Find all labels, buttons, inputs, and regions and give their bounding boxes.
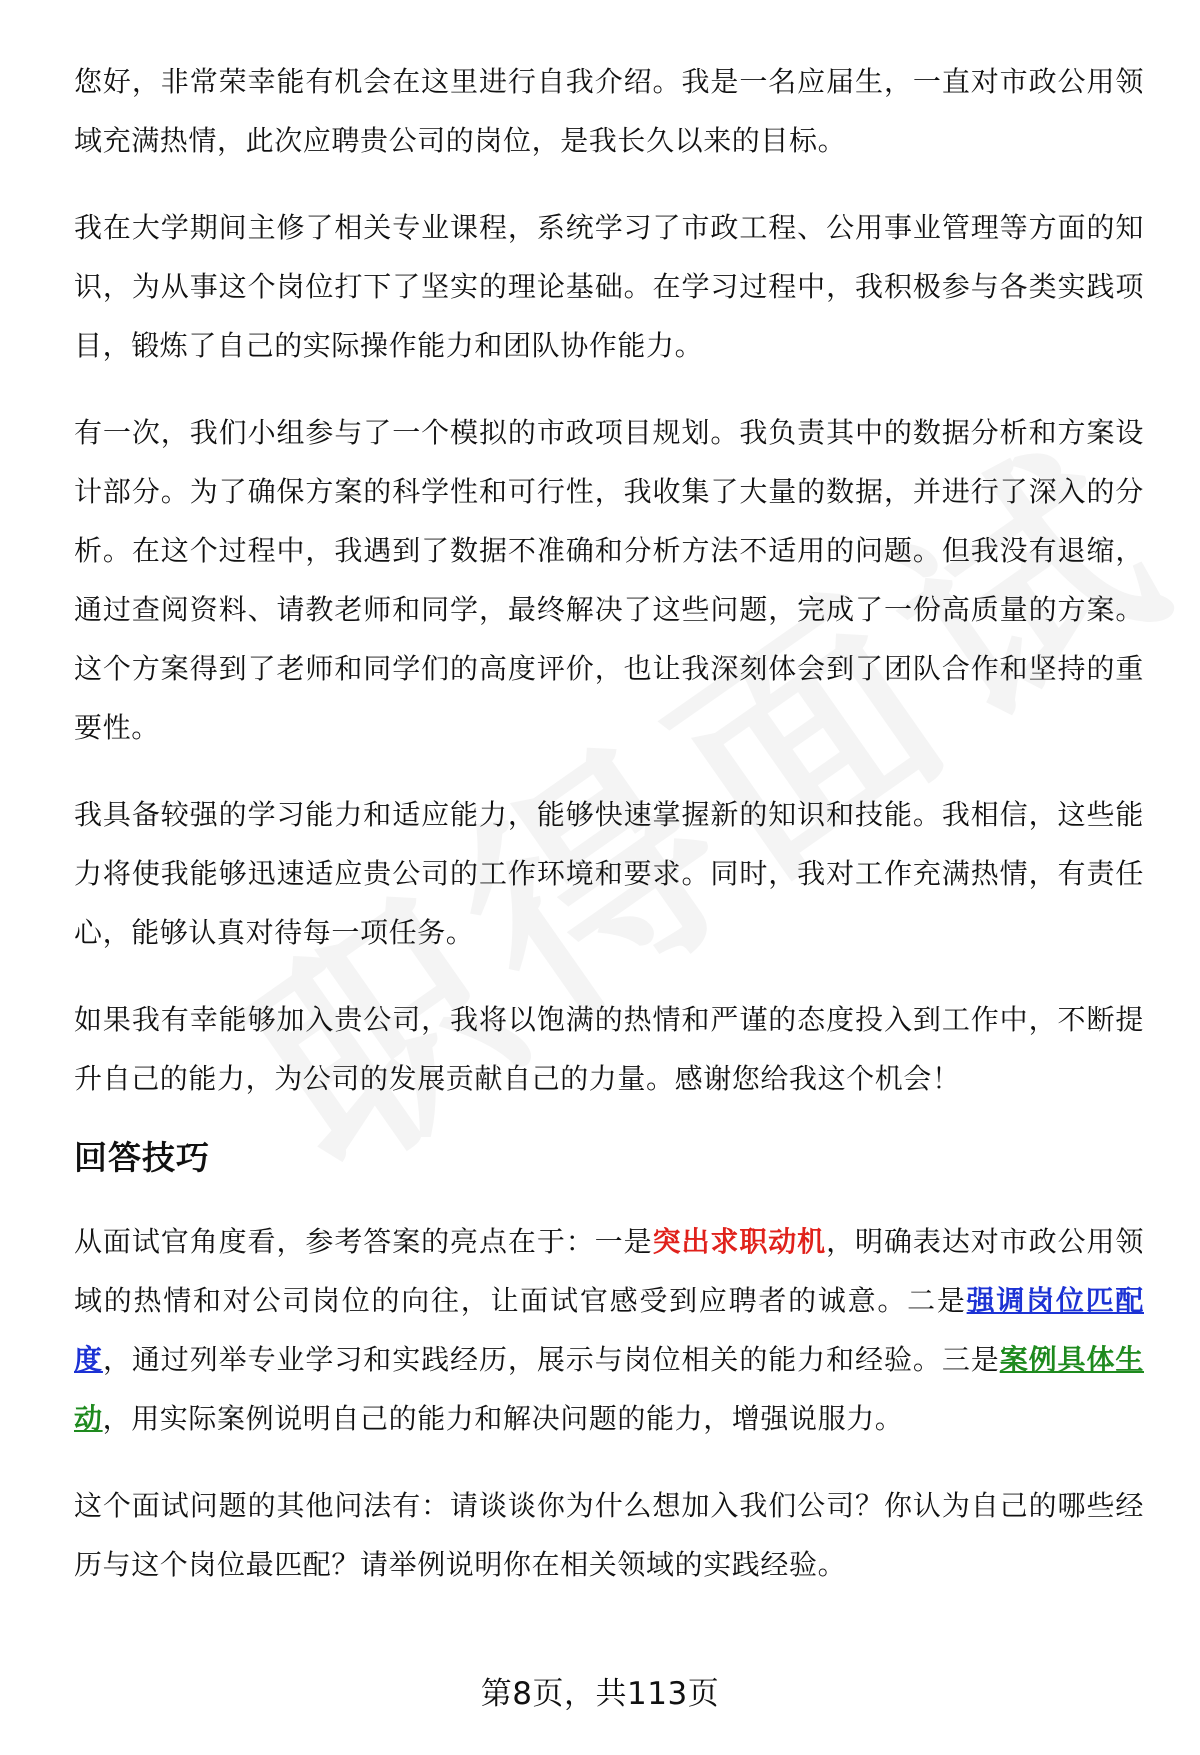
highlight-job-match: 强调岗位匹配度 (74, 1284, 1144, 1376)
answer-paragraph-3: 有一次，我们小组参与了一个模拟的市政项目规划。我负责其中的数据分析和方案设计部分。为了确保方案的科学性和可行性，我收集了大量的数据，并进行了深入的分析。在这个过程中，我遇到了数据不准确和分析方法不适用的问题。但我没有退缩，通过查阅资料、请教老师和同学，最终解决了这些问题，完成了一份高质量的方案。这个方案得到了老师和同学们的高度评价，也让我深刻体会到了团队合作和坚持的重要性。 (74, 416, 1144, 744)
tips-paragraph-2: 这个面试问题的其他问法有：请谈谈你为什么想加入我们公司？你认为自己的哪些经历与这个岗位最匹配？请举例说明你在相关领域的实践经验。 (74, 1489, 1144, 1581)
answer-paragraph-1: 您好，非常荣幸能有机会在这里进行自我介绍。我是一名应届生，一直对市政公用领域充满热情，此次应聘贵公司的岗位，是我长久以来的目标。 (74, 65, 1144, 157)
answer-paragraph-5: 如果我有幸能够加入贵公司，我将以饱满的热情和严谨的态度投入到工作中，不断提升自己的能力，为公司的发展贡献自己的力量。感谢您给我这个机会！ (74, 1003, 1144, 1095)
tips-heading: 回答技巧 (74, 1138, 210, 1177)
tips-text-1: 从面试官角度看，参考答案的亮点在于：一是 (74, 1225, 653, 1258)
page-number: 第8页，共113页 (480, 1676, 720, 1712)
highlight-motivation: 突出求职动机 (652, 1225, 827, 1258)
answer-paragraph-2: 我在大学期间主修了相关专业课程，系统学习了市政工程、公用事业管理等方面的知识，为从事这个岗位打下了坚实的理论基础。在学习过程中，我积极参与各类实践项目，锻炼了自己的实际操作能力和团队协作能力。 (74, 211, 1144, 362)
tips-text-2: ，明确表达对市政公用领域的热情和对公司岗位的向往，让面试官感受到应聘者的诚意。二是 (74, 1225, 1144, 1317)
highlight-vivid-case: 案例具体生动 (74, 1343, 1144, 1435)
tips-paragraph-1 (74, 1212, 1144, 1448)
answer-paragraph-4: 我具备较强的学习能力和适应能力，能够快速掌握新的知识和技能。我相信，这些能力将使我能够迅速适应贵公司的工作环境和要求。同时，我对工作充满热情，有责任心，能够认真对待每一项任务。 (74, 798, 1144, 949)
tips-text-3: ，通过列举专业学习和实践经历，展示与岗位相关的能力和经验。三是 (102, 1343, 1000, 1376)
document-body (74, 52, 1144, 1622)
tips-text-4: ，用实际案例说明自己的能力和解决问题的能力，增强说服力。 (102, 1402, 904, 1435)
